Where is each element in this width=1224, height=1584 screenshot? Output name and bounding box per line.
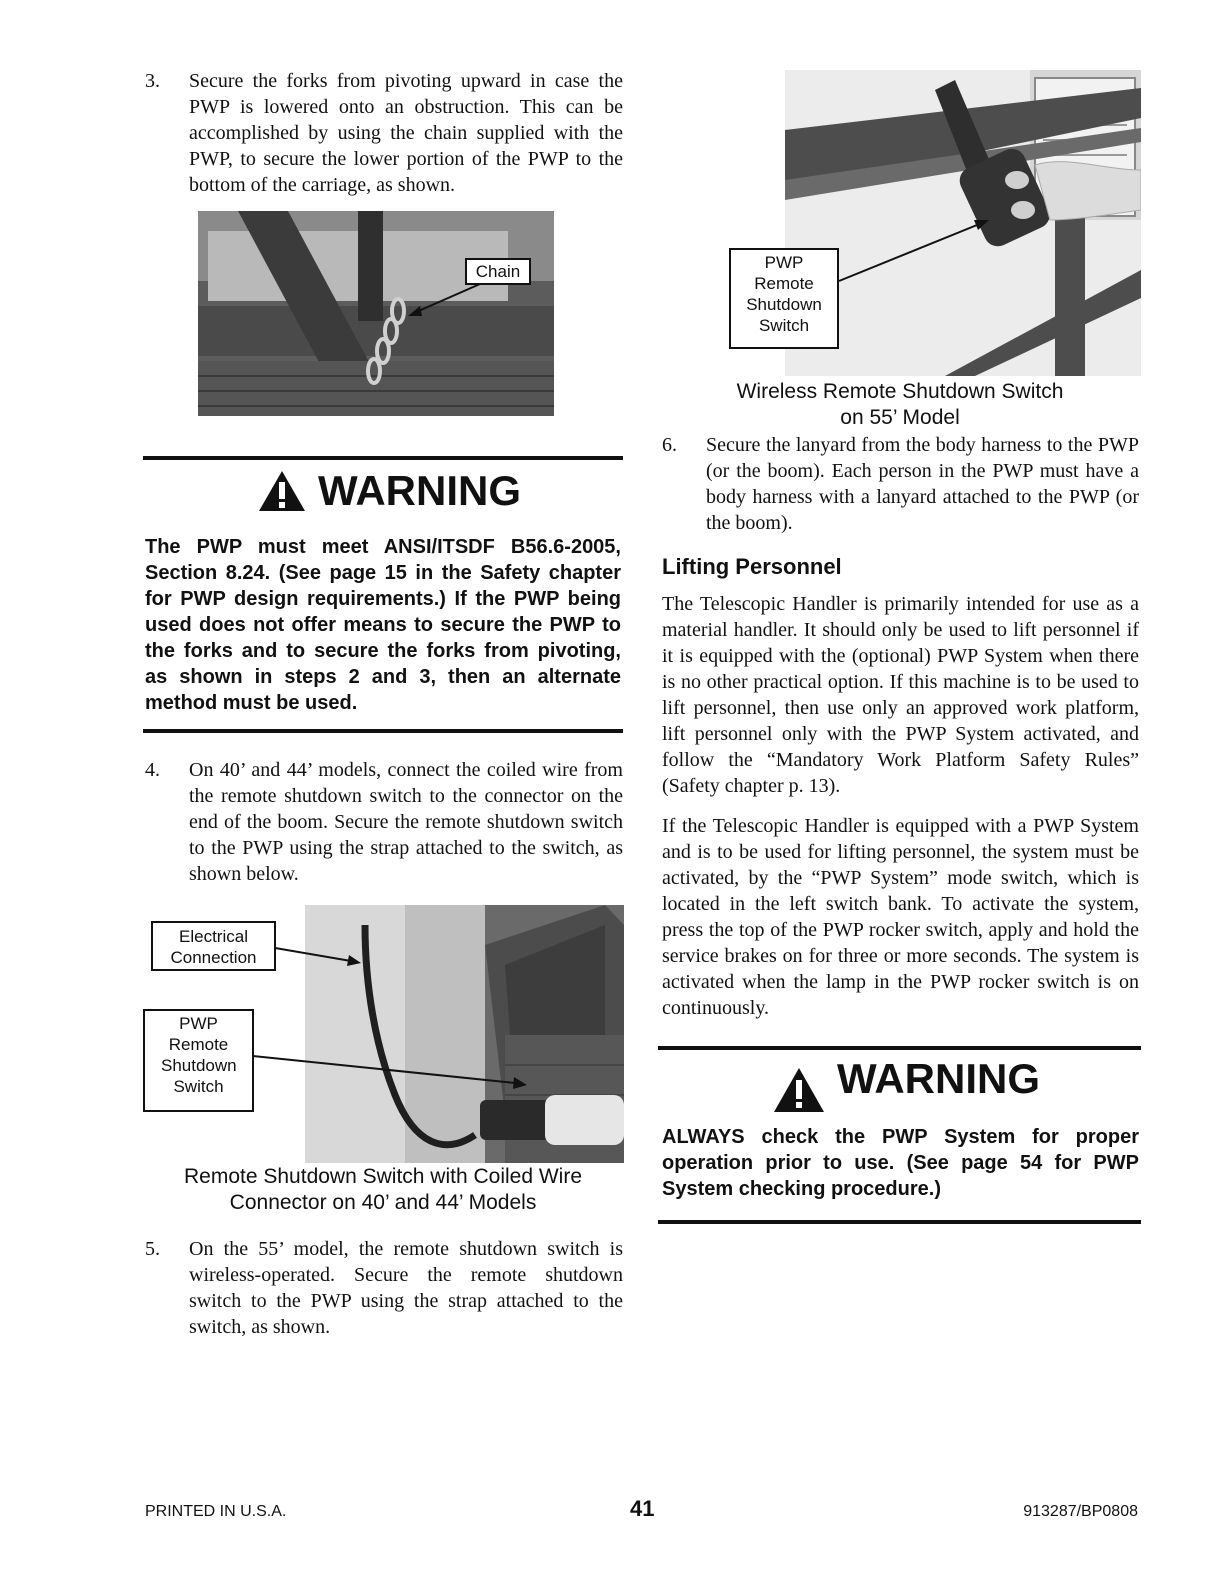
step-3 — [145, 68, 623, 202]
step-5 — [145, 1236, 623, 1340]
lifting-personnel-heading: Lifting Personnel — [662, 554, 842, 579]
footer-printed-in: PRINTED IN U.S.A. — [145, 1503, 287, 1520]
electrical-connection-arrow — [275, 940, 365, 970]
chain-label: Chain — [465, 258, 531, 285]
caption-line-1: Remote Shutdown Switch with Coiled Wire — [184, 1165, 582, 1188]
page-number: 41 — [630, 1496, 655, 1521]
warning-2-body: ALWAYS check the PWP System for proper operation prior to use. (See page 54 for PWP System checking procedure.) — [662, 1126, 1139, 1200]
step-text: On the 55’ model, the remote shutdown switch is wireless-operated. Secure the remote shutdown switch to the PWP using the strap attached to the switch, as shown. — [189, 1238, 623, 1338]
warning-2-top-rule — [658, 1046, 1141, 1050]
wireless-switch-caption — [680, 379, 1120, 431]
wireless-remote-shutdown-switch-label: PWP Remote Shutdown Switch — [729, 248, 839, 349]
remote-shutdown-switch-label: PWP Remote Shutdown Switch — [143, 1009, 254, 1112]
warning-triangle-icon — [257, 469, 307, 513]
lifting-personnel-paragraph-2: If the Telescopic Handler is equipped with a PWP System and is to be used for lifting personnel, the system must be activated, by the “PWP System” mode switch, which is located in the left switch bank. To activate the system, press the top of the PWP rocker switch, apply and hold the service brakes on for three or more seconds. The system is activated when the lamp in the PWP rocker switch is on continuously. — [662, 815, 1139, 1019]
warning-2-bottom-rule — [658, 1220, 1141, 1224]
step-6 — [662, 432, 1139, 536]
chain-photo — [198, 211, 554, 416]
step-text: Secure the lanyard from the body harness to the PWP (or the boom). Each person in the PWP must have a body harness with a lanyard attached to the PWP (or the boom). — [706, 434, 1139, 534]
warning-1-title: WARNING — [318, 467, 521, 514]
step-number: 6. — [662, 434, 677, 456]
warning-triangle-icon — [772, 1066, 826, 1114]
step-number: 5. — [145, 1238, 160, 1260]
chain-arrow — [400, 280, 490, 320]
step-number: 3. — [145, 70, 160, 92]
warning-1-bottom-rule — [143, 729, 623, 733]
caption-line-2: Connector on 40’ and 44’ Models — [229, 1191, 537, 1214]
footer-document-code: 913287/BP0808 — [1023, 1503, 1138, 1520]
caption-line-2: on 55’ Model — [840, 406, 960, 429]
warning-1-top-rule — [143, 456, 623, 460]
lifting-personnel-paragraph-1: The Telescopic Handler is primarily intended for use as a material handler. It should only be used to lift personnel if it is equipped with the (optional) PWP System when there is no other practical option. If this machine is to be used to lift personnel, then use only an approved work platform, lift personnel only with the PWP System activated, and follow the “Mandatory Work Platform Safety Rules” (Safety chapter p. 13). — [662, 593, 1139, 797]
step-number: 4. — [145, 759, 160, 781]
warning-1-body: The PWP must meet ANSI/ITSDF B56.6-2005, Section 8.24. (See page 15 in the Safety chapter for PWP design requirements.) If the PWP being used does not offer means to secure the PWP to the forks and to secure the forks from pivoting, as shown in steps 2 and 3, then an alternate method must be used. — [145, 536, 621, 714]
electrical-connection-label: Electrical Connection — [151, 921, 276, 971]
remote-shutdown-switch-arrow — [253, 1052, 533, 1092]
step-4 — [145, 757, 623, 887]
caption-line-1: Wireless Remote Shutdown Switch — [736, 380, 1064, 403]
wireless-switch-arrow — [837, 215, 997, 285]
step-text: Secure the forks from pivoting upward in case the PWP is lowered onto an obstruction. This can be accomplished by using the chain supplied with the PWP, to secure the lower portion of the PWP to the bottom of the carriage, as shown. — [189, 70, 623, 196]
warning-2-title: WARNING — [837, 1055, 1040, 1102]
step-text: On 40’ and 44’ models, connect the coiled wire from the remote shutdown switch to the connector on the end of the boom. Secure the remote shutdown switch to the PWP using the strap attached to the switch, as shown below. — [189, 759, 623, 885]
chain-photo-illustration — [198, 211, 554, 416]
coiled-wire-caption — [150, 1164, 616, 1216]
